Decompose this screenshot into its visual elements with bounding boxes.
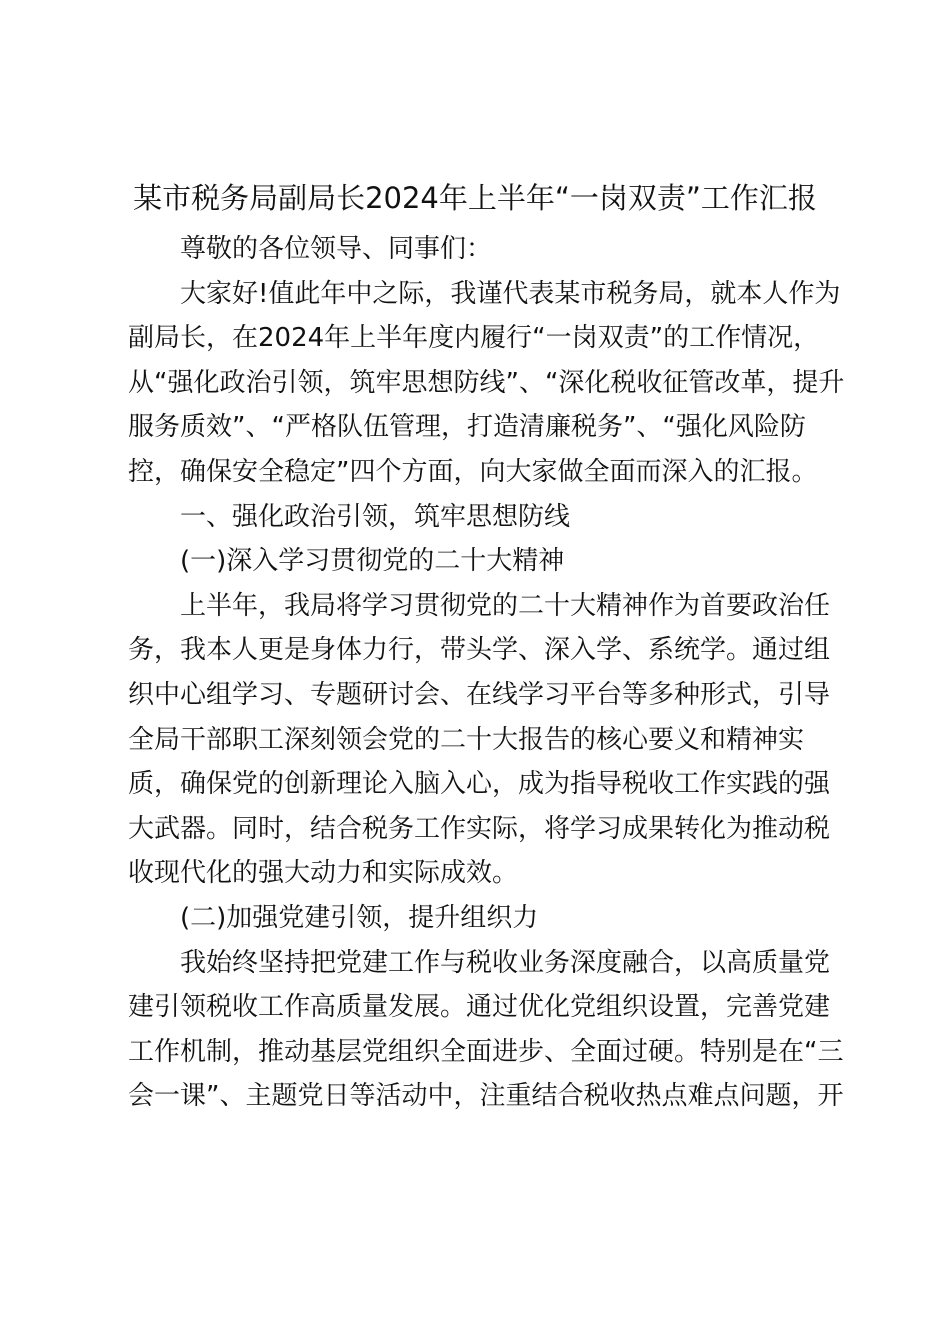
paragraph-line: 我始终坚持把党建工作与税收业务深度融合，以高质量党 [180,947,831,978]
paragraph-line: 上半年，我局将学习贯彻党的二十大精神作为首要政治任 [180,590,831,621]
paragraph-line: 务，我本人更是身体力行，带头学、深入学、系统学。通过组 [128,635,831,666]
paragraph-line: 会一课”、主题党日等活动中，注重结合税收热点难点问题，开 [128,1081,844,1112]
paragraph-line: 织中心组学习、专题研讨会、在线学习平台等多种形式，引导 [128,679,831,710]
paragraph-line: 大武器。同时，结合税务工作实际，将学习成果转化为推动税 [128,813,831,844]
document-body [128,227,845,1119]
paragraph-line: 工作机制，推动基层党组织全面进步、全面过硬。特别是在“三 [128,1036,844,1067]
paragraph-line: 建引领税收工作高质量发展。通过优化党组织设置，完善党建 [128,992,831,1023]
salutation-line: 尊敬的各位领导、同事们： [180,234,493,264]
paragraph-line: 质，确保党的创新理论入脑入心，成为指导税收工作实践的强 [128,769,831,800]
paragraph-line: 服务质效”、“严格队伍管理，打造清廉税务”、“强化风险防 [128,412,806,443]
paragraph-line: 从“强化政治引领，筑牢思想防线”、“深化税收征管改革，提升 [128,367,845,398]
paragraph-line: 大家好!值此年中之际，我谨代表某市税务局，就本人作为 [180,278,841,309]
document-title: 某市税务局副局长2024年上半年“一岗双责”工作汇报 [133,181,817,215]
paragraph-line: 副局长，在2024年上半年度内履行“一岗双责”的工作情况， [128,323,820,354]
section-heading: 一、强化政治引领，筑牢思想防线 [180,501,571,532]
subsection-heading: (一)深入学习贯彻党的二十大精神 [180,546,565,577]
paragraph-line: 收现代化的强大动力和实际成效。 [128,858,519,889]
paragraph-line: 控，确保安全稳定”四个方面，向大家做全面而深入的汇报。 [128,456,818,487]
paragraph-line: 全局干部职工深刻领会党的二十大报告的核心要义和精神实 [128,724,805,755]
subsection-heading: (二)加强党建引领，提升组织力 [180,902,539,933]
